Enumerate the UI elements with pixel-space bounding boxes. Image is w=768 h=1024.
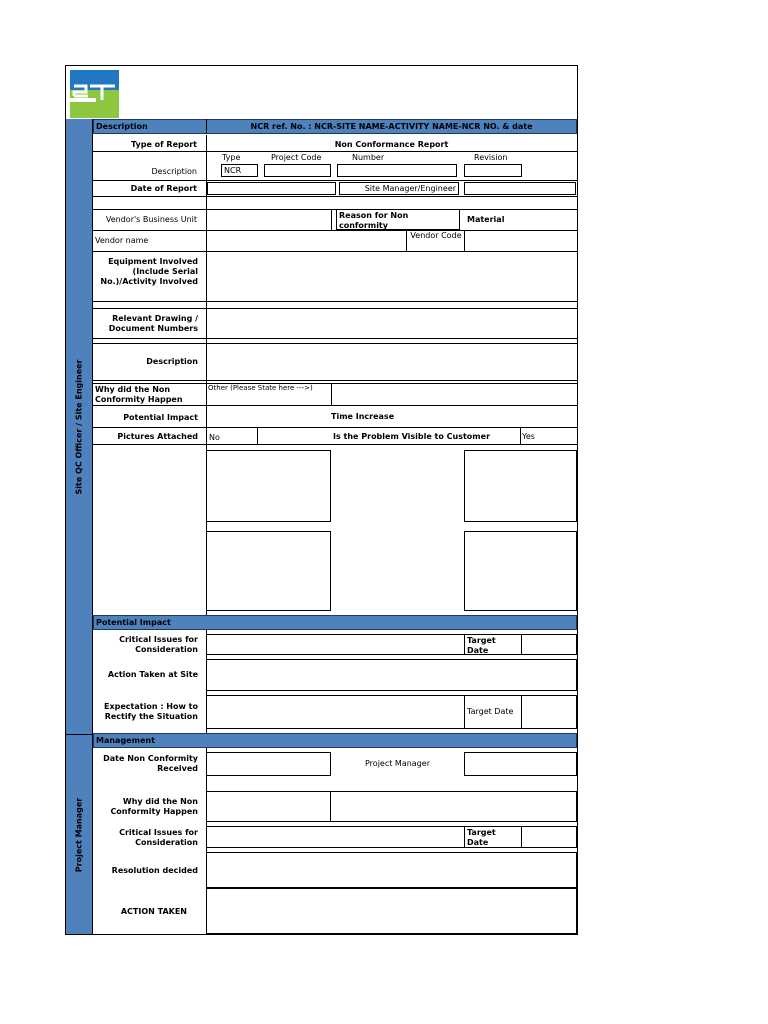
project-manager-field[interactable] bbox=[464, 752, 577, 776]
pictures-no-value: No bbox=[209, 433, 220, 442]
type-value: NCR bbox=[224, 166, 242, 175]
date-of-report-label: Date of Report bbox=[130, 184, 197, 193]
row-line bbox=[93, 301, 577, 302]
time-increase-label: Time Increase bbox=[331, 412, 395, 421]
header-description-label: Description bbox=[96, 122, 148, 131]
row-line bbox=[93, 427, 577, 428]
resolution-field[interactable] bbox=[206, 852, 577, 888]
picture-box-4[interactable] bbox=[464, 531, 577, 611]
potential-impact-band-label: Potential Impact bbox=[96, 618, 171, 627]
row-line bbox=[93, 251, 577, 252]
mgmt-critical-field[interactable] bbox=[206, 826, 465, 848]
row-line bbox=[93, 180, 577, 181]
resolution-label: Resolution decided bbox=[111, 866, 198, 875]
number-field[interactable] bbox=[337, 164, 457, 177]
action-taken-field[interactable] bbox=[206, 888, 577, 934]
mgmt-target-date-label: Target Date bbox=[467, 828, 496, 847]
management-band-label: Management bbox=[96, 736, 155, 745]
action-site-label: Action Taken at Site bbox=[107, 670, 198, 679]
target-date-label: Target Date bbox=[467, 636, 496, 655]
revision-field[interactable] bbox=[464, 164, 522, 177]
site-section-label bbox=[66, 119, 93, 734]
col-line bbox=[331, 383, 332, 405]
row-line bbox=[93, 230, 577, 231]
company-logo bbox=[70, 70, 119, 118]
date-received-field[interactable] bbox=[206, 752, 331, 776]
revision-label: Revision bbox=[474, 153, 508, 162]
row-line bbox=[93, 383, 577, 384]
logo-graphic bbox=[70, 70, 119, 118]
target-date-field[interactable] bbox=[521, 634, 577, 655]
row-line bbox=[93, 196, 577, 197]
visible-label: Is the Problem Visible to Customer bbox=[333, 432, 491, 441]
col-line bbox=[406, 230, 407, 251]
picture-box-2[interactable] bbox=[464, 450, 577, 522]
date-of-report-field[interactable] bbox=[207, 182, 336, 195]
type-field[interactable] bbox=[221, 164, 258, 177]
project-manager-label: Project Manager bbox=[365, 759, 430, 768]
project-code-label: Project Code bbox=[271, 153, 322, 162]
vendor-code-label: Vendor Code bbox=[410, 231, 462, 240]
project-code-field[interactable] bbox=[264, 164, 331, 177]
pm-section-label bbox=[66, 734, 93, 934]
picture-box-3[interactable] bbox=[206, 531, 331, 611]
vendor-business-unit-label: Vendor's Business Unit bbox=[105, 215, 197, 224]
row-line bbox=[93, 308, 577, 309]
site-manager-label: Site Manager/Engineer bbox=[364, 184, 456, 193]
row-line bbox=[93, 151, 577, 152]
col-line bbox=[257, 427, 258, 444]
mgmt-why-field-1[interactable] bbox=[206, 791, 331, 822]
site-manager-field[interactable] bbox=[464, 182, 576, 195]
ncr-ref-label: NCR ref. No. : NCR-SITE NAME-ACTIVITY NAME-NCR NO. & date bbox=[250, 122, 533, 131]
equipment-label: Equipment Involved (Include Serial No.)/Activity Involved bbox=[100, 257, 198, 286]
management-band bbox=[93, 733, 577, 748]
expectation-field[interactable] bbox=[206, 695, 465, 729]
date-received-label: Date Non Conformity Received bbox=[103, 754, 198, 773]
number-label: Number bbox=[352, 153, 385, 162]
site-manager-box bbox=[339, 182, 459, 195]
action-taken-label: ACTION TAKEN bbox=[120, 907, 187, 916]
critical-issues-field[interactable] bbox=[206, 634, 465, 655]
col-line bbox=[464, 230, 465, 251]
row-line bbox=[93, 405, 577, 406]
row-line bbox=[93, 444, 577, 445]
mgmt-target-date-box bbox=[464, 826, 522, 848]
target-date-field-2[interactable] bbox=[521, 695, 577, 729]
critical-issues-label: Critical Issues for Consideration bbox=[119, 635, 198, 654]
other-label: Other (Please State here --->) bbox=[208, 384, 313, 392]
drawing-label: Relevant Drawing / Document Numbers bbox=[108, 314, 198, 333]
description-label: Description bbox=[151, 167, 197, 176]
potential-impact-label: Potential Impact bbox=[123, 413, 198, 422]
target-date-box bbox=[464, 634, 522, 655]
target-date-label-2: Target Date bbox=[467, 707, 514, 716]
row-line bbox=[93, 209, 577, 210]
row-line bbox=[93, 343, 577, 344]
action-site-field[interactable] bbox=[206, 659, 577, 691]
vendor-name-label: Vendor name bbox=[95, 236, 149, 245]
mgmt-why-label: Why did the Non Conformity Happen bbox=[110, 797, 198, 816]
mgmt-target-date-field[interactable] bbox=[521, 826, 577, 848]
reason-label: Reason for Non conformity bbox=[339, 211, 409, 230]
pictures-label: Pictures Attached bbox=[117, 432, 198, 441]
why-label: Why did the Non Conformity Happen bbox=[95, 385, 183, 404]
pm-section-label-text: Project Manager bbox=[74, 797, 84, 872]
target-date-box-2 bbox=[464, 695, 522, 729]
visible-yes-value: Yes bbox=[522, 432, 535, 441]
type-label: Type bbox=[222, 153, 241, 162]
reason-box bbox=[336, 209, 460, 230]
picture-box-1[interactable] bbox=[206, 450, 331, 522]
material-label: Material bbox=[467, 215, 505, 224]
description2-label: Description bbox=[146, 357, 198, 366]
col-line bbox=[520, 427, 521, 444]
report-title: Non Conformance Report bbox=[334, 140, 449, 149]
row-line bbox=[93, 380, 577, 381]
mgmt-why-field-2[interactable] bbox=[330, 791, 577, 822]
row-line bbox=[93, 338, 577, 339]
expectation-label: Expectation : How to Rectify the Situation bbox=[104, 702, 198, 721]
col-line bbox=[331, 209, 332, 230]
type-of-report-label: Type of Report bbox=[131, 140, 197, 149]
mgmt-critical-label: Critical Issues for Consideration bbox=[119, 828, 198, 847]
site-section-label-text: Site QC Officer / Site Engineer bbox=[74, 359, 84, 494]
